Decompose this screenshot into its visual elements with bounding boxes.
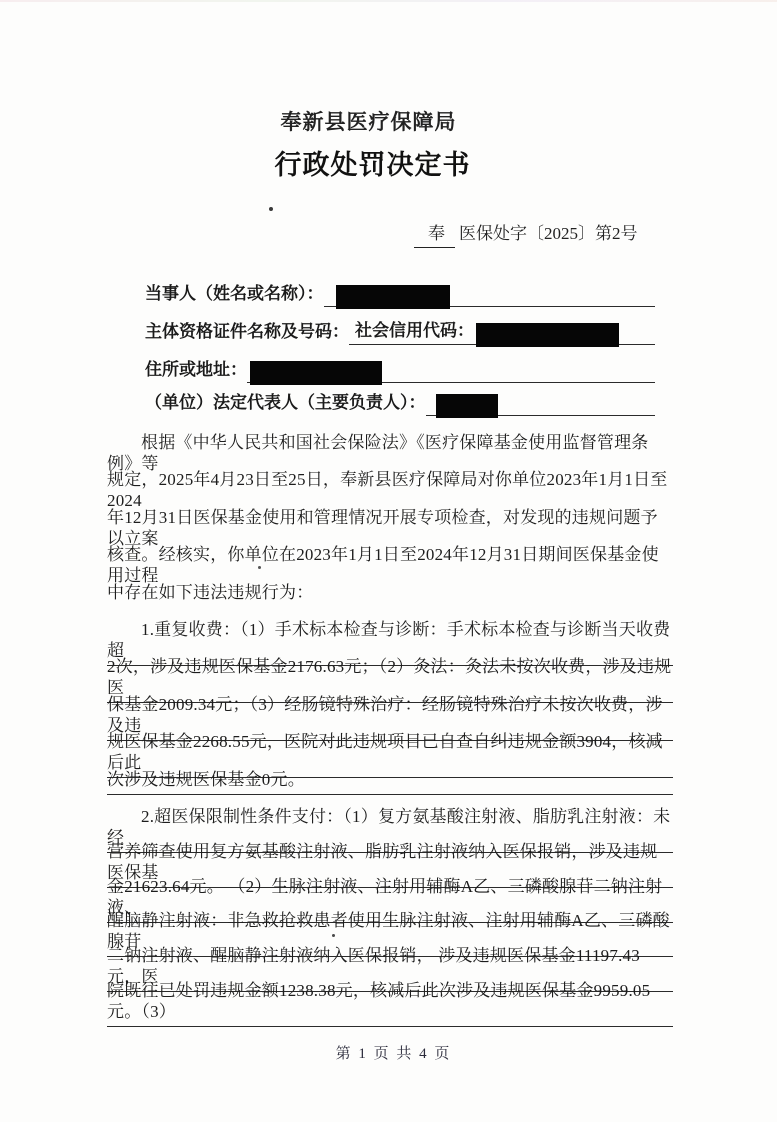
field-row-party-name: [145, 280, 655, 307]
document-number-rest: 医保处字〔2025〕第2号: [459, 224, 638, 243]
page-footer: 第 1 页 共 4 页: [335, 1046, 452, 1062]
field-pre-label: 社会信用代码：: [355, 321, 474, 340]
body-line-violation-1: 次涉及违规医保基金0元。: [107, 769, 673, 806]
body-line-violation-2: 营养筛查使用复方氨基酸注射液、脂肪乳注射液纳入医保报销，涉及违规医保基: [107, 841, 673, 876]
body-line: 中存在如下违法违规行为：: [107, 582, 314, 602]
body-line-violation-1: 1.重复收费：（1）手术标本检查与诊断：手术标本检查与诊断当天收费超: [107, 619, 673, 656]
body-line: 规定，2025年4月23日至25日，奉新县医疗保障局对你单位2023年1月1日至2024: [107, 470, 668, 511]
body-line-violation-2: 二钠注射液、醒脑静注射液纳入医保报销， 涉及违规医保基金11197.43元，医: [107, 945, 673, 980]
body-line-violation-1: 保基金2009.34元；（3）经肠镜特殊治疗：经肠镜特殊治疗未按次收费，涉及违: [107, 694, 673, 731]
field-underline: [349, 318, 655, 345]
document-title: 行政处罚决定书: [274, 150, 471, 180]
document-number: [414, 219, 638, 248]
field-row-address: [145, 356, 655, 383]
body-text: [107, 432, 673, 1021]
body-line-violation-1: 2次，涉及违规医保基金2176.63元；（2）灸法：灸法未按次收费，涉及违规医: [107, 656, 673, 693]
body-line: 年12月31日医保基金使用和管理情况开展专项检查，对发现的违规问题予以立案: [107, 507, 658, 548]
redaction-bar: [250, 361, 382, 385]
redaction-bar: [476, 323, 619, 347]
body-line: 核查。经核实，你单位在2023年1月1日至2024年12月31日期间医保基金使用过程: [107, 545, 659, 586]
redaction-bar: [436, 394, 498, 418]
field-underline: [426, 389, 656, 416]
field-label: （单位）法定代表人（主要负责人）：: [145, 393, 426, 412]
body-line: 根据《中华人民共和国社会保险法》《医疗保障基金使用监督管理条例》等: [107, 433, 649, 473]
body-line-violation-2: 金21623.64元。 （2）生脉注射液、注射用辅酶A乙、三磷酸腺苷二钠注射液、: [107, 876, 673, 911]
field-underline: [324, 280, 656, 307]
field-label: 主体资格证件名称及号码：: [145, 322, 349, 341]
document-number-prefix: 奉: [414, 219, 455, 248]
redaction-bar: [336, 285, 450, 309]
scan-artifact-dot: [269, 207, 273, 211]
field-label: 住所或地址：: [145, 360, 247, 379]
field-row-legal-representative: [145, 389, 655, 416]
field-row-credential: [145, 318, 655, 345]
scan-edge-artifact: [0, 0, 777, 2]
issuing-org-title: 奉新县医疗保障局: [280, 110, 457, 134]
body-line-violation-1: 规医保基金2268.55元，医院对此违规项目已自查自纠违规金额3904，核减后此: [107, 731, 673, 768]
body-line-violation-2: 醒脑静注射液：非急救抢救患者使用生脉注射液、注射用辅酶A乙、三磷酸腺苷: [107, 910, 673, 945]
body-line-violation-2: 院既往已处罚违规金额1238.38元，核减后此次涉及违规医保基金9959.05元。（3）: [107, 980, 673, 1015]
body-line-violation-2: 2.超医保限制性条件支付：（1）复方氨基酸注射液、脂肪乳注射液：未经: [107, 806, 673, 841]
field-label: 当事人（姓名或名称）：: [145, 284, 324, 303]
field-underline: [247, 356, 655, 383]
